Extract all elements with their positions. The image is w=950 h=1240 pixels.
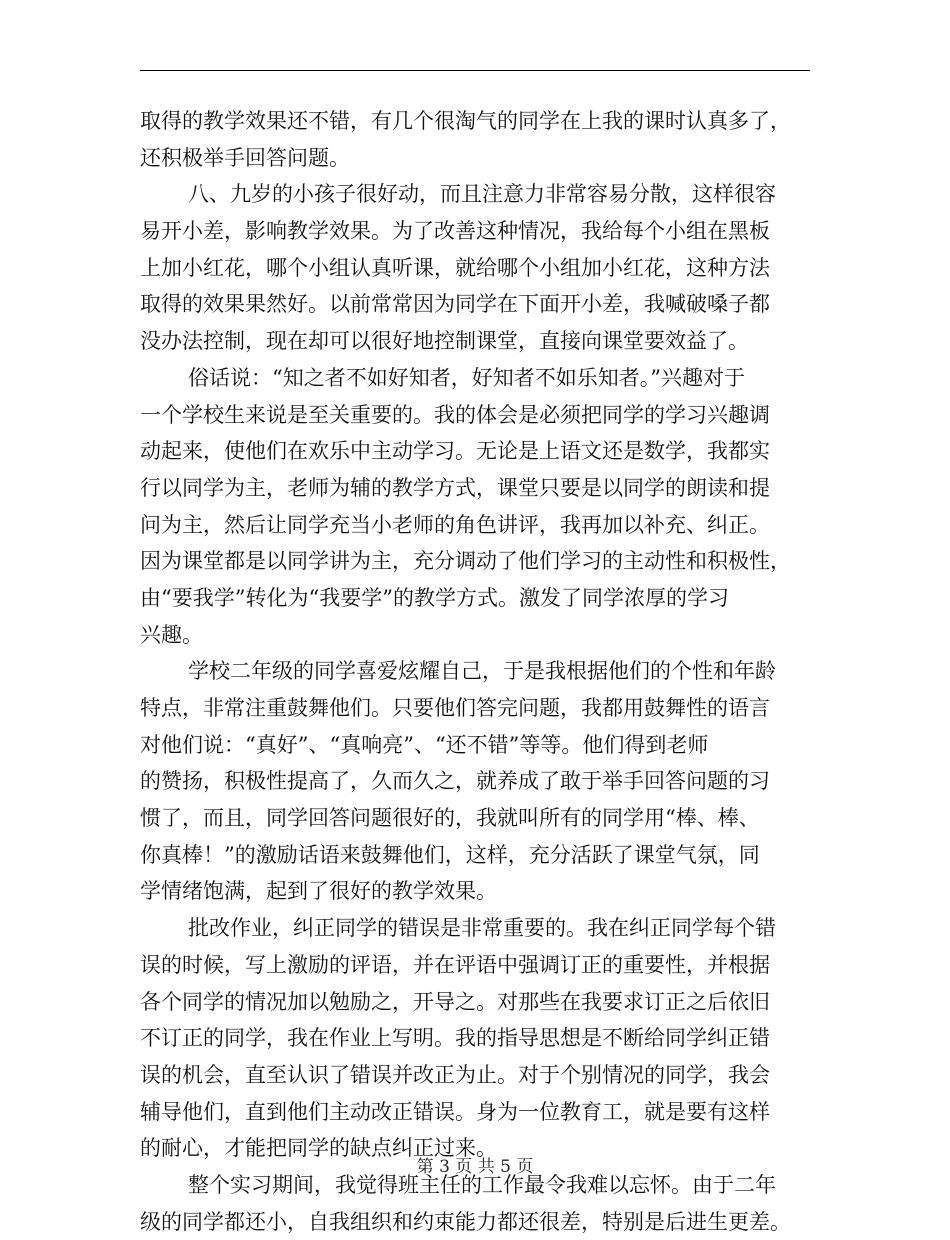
page-number-footer: 第 3 页 共 5 页	[416, 1157, 534, 1177]
text-line: 一个学校生来说是至关重要的。我的体会是必须把同学的学习兴趣调	[140, 402, 770, 427]
text-line: 辅导他们，直到他们主动改正错误。身为一位教育工，就是要有这样	[140, 1099, 770, 1124]
text-line: 上加小红花，哪个小组认真听课，就给哪个小组加小红花，这种方法	[140, 255, 770, 280]
text-line: 取得的教学效果还不错，有几个很淘气的同学在上我的课时认真多了，	[140, 109, 791, 133]
text-line: 行以同学为主，老师为辅的教学方式，课堂只要是以同学的朗读和提	[140, 475, 770, 500]
text-line: 由“要我学”转化为“我要学”的教学方式。激发了同学浓厚的学习	[140, 585, 729, 610]
paragraph-first-line: 八、九岁的小孩子很好动，而且注意力非常容易分散，这样很容	[188, 182, 776, 207]
text-line: 学情绪饱满，起到了很好的教学效果。	[140, 879, 497, 904]
text-line: 误的机会，直至认识了错误并改正为止。对于个别情况的同学，我会	[140, 1062, 770, 1087]
text-line: 取得的效果果然好。以前常常因为同学在下面开小差，我喊破嗓子都	[140, 292, 770, 317]
text-line: 你真棒！”的激励话语来鼓舞他们，这样，充分活跃了课堂气氛，同	[140, 842, 760, 867]
text-line: 兴趣。	[140, 622, 203, 647]
text-line: 误的时候，写上激励的评语，并在评语中强调订正的重要性，并根据	[140, 952, 770, 977]
text-line: 问为主，然后让同学充当小老师的角色讲评，我再加以补充、纠正。	[140, 512, 770, 537]
text-line: 惯了，而且，同学回答问题很好的，我就叫所有的同学用“棒、棒、	[140, 806, 760, 831]
text-line: 特点，非常注重鼓舞他们。只要他们答完问题，我都用鼓舞性的语言	[140, 696, 770, 720]
text-line: 易开小差，影响教学效果。为了改善这种情况，我给每个小组在黑板	[140, 219, 770, 244]
paragraph-first-line: 学校二年级的同学喜爱炫耀自己，于是我根据他们的个性和年龄	[188, 659, 776, 684]
text-line: 不订正的同学，我在作业上写明。我的指导思想是不断给同学纠正错	[140, 1026, 770, 1051]
paragraph-first-line: 批改作业，纠正同学的错误是非常重要的。我在纠正同学每个错	[188, 916, 776, 941]
text-line: 因为课堂都是以同学讲为主，充分调动了他们学习的主动性和积极性，	[140, 549, 791, 574]
document-body	[140, 103, 812, 1240]
text-line: 没办法控制，现在却可以很好地控制课堂，直接向课堂要效益了。	[140, 329, 749, 354]
text-line: 还积极举手回答问题。	[140, 145, 350, 170]
text-line: 各个同学的情况加以勉励之，开导之。对那些在我要求订正之后依旧	[140, 989, 770, 1014]
text-line: 级的同学都还小，自我组织和约束能力都还很差，特别是后进生更差。	[140, 1209, 791, 1234]
paragraph-first-line: 俗话说：“知之者不如好知者，好知者不如乐知者。”兴趣对于	[188, 365, 745, 390]
header-rule	[140, 70, 810, 71]
text-line: 对他们说：“真好”、“真响亮”、“还不错”等等。他们得到老师	[140, 732, 709, 757]
paragraph-first-line: 整个实习期间，我觉得班主任的工作最令我难以忘怀。由于二年	[188, 1172, 776, 1197]
text-line: 的耐心，才能把同学的缺点纠正过来。	[140, 1136, 497, 1161]
text-line: 动起来，使他们在欢乐中主动学习。无论是上语文还是数学，我都实	[140, 439, 770, 464]
text-line: 的赞扬，积极性提高了，久而久之，就养成了敢于举手回答问题的习	[140, 769, 770, 794]
